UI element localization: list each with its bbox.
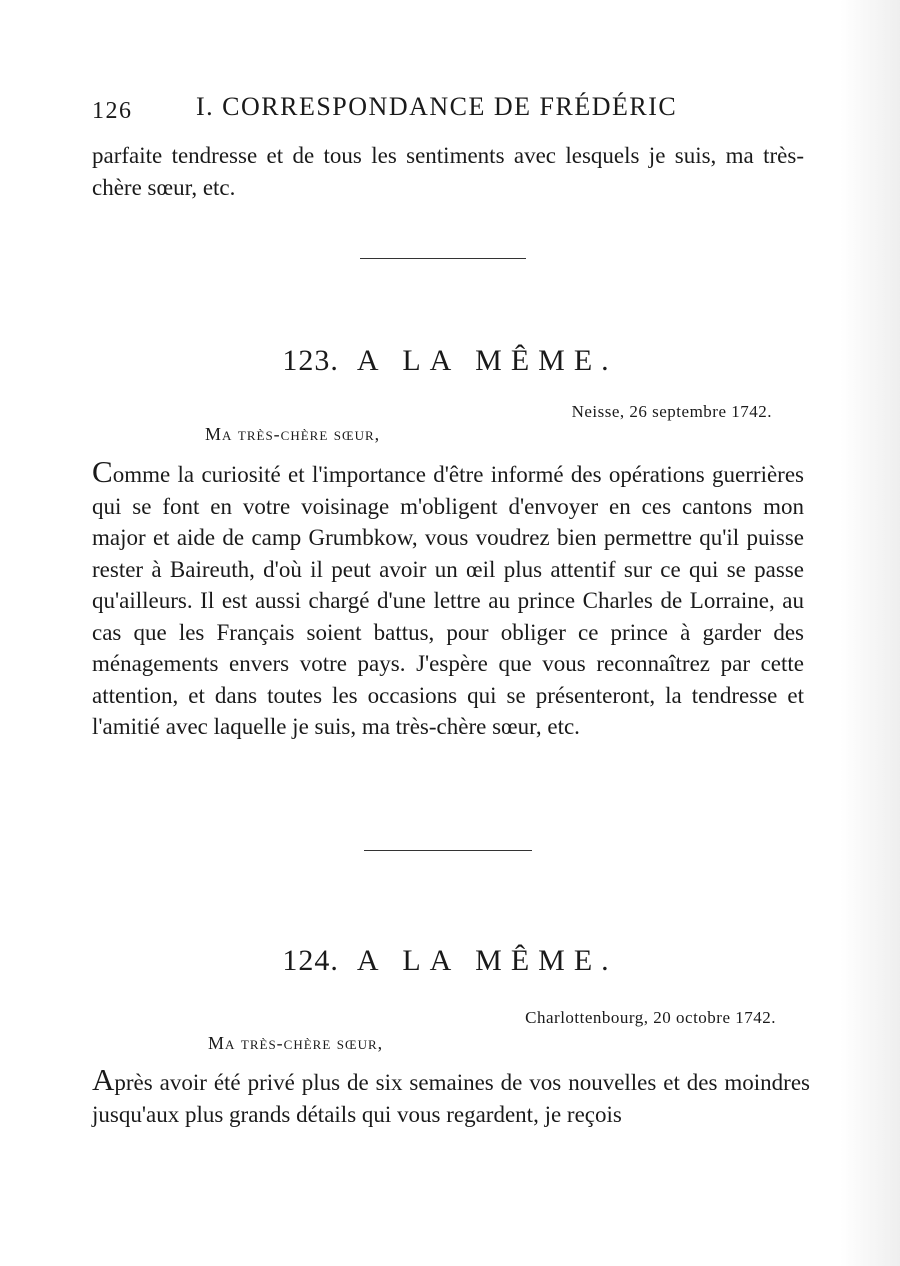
letter-number: 124. <box>282 944 339 977</box>
letter-body-text: omme la curiosité et l'importance d'être informé des opérations guerrières qui se font en votre voisinage m'obligent d'envoyer en ces cantons mon major et aide de camp Grumbkow, vous voudrez bien permettre qu'il puisse rester à Baireuth, d'où il peut avoir un œil plus attentif sur ce qui se passe qu'ailleurs. Il est aussi chargé d'une lettre au prince Charles de Lorraine, au cas que les Français soient battus, pour obliger ce prince à garder des ménagements envers votre pays. J'espère que vous reconnaîtrez par cette attention, et dans toutes les occasions qui se présenteront, la tendresse et l'amitié avec laquelle je suis, ma très-chère sœur, etc. <box>92 462 804 739</box>
letter-body <box>92 454 804 743</box>
letter-heading <box>0 344 900 378</box>
running-head <box>92 92 712 132</box>
initial-letter: A <box>92 1062 115 1097</box>
letter-body <box>92 1062 810 1130</box>
letter-salutation: Ma très-chère sœur, <box>208 1033 384 1053</box>
letter-dateline: Neisse, 26 septembre 1742. <box>571 402 772 421</box>
letter-body-text: près avoir été privé plus de six semaines de vos nouvelles et des moindres jusqu'aux plus grands détails qui vous regardent, je reçois <box>92 1070 810 1127</box>
letter-heading <box>0 944 900 978</box>
initial-letter: C <box>92 454 113 489</box>
letter-dateline: Charlottenbourg, 20 octobre 1742. <box>525 1008 776 1027</box>
letter-title: A LA MÊME. <box>356 944 618 977</box>
letter-salutation: Ma très-chère sœur, <box>205 424 381 444</box>
section-divider <box>360 258 526 259</box>
section-divider <box>364 850 532 851</box>
carryover-paragraph: parfaite tendresse et de tous les sentiments avec lesquels je suis, ma très-chère sœur, etc. <box>92 143 804 200</box>
running-title: I. CORRESPONDANCE DE FRÉDÉRIC <box>196 92 678 121</box>
letter-number: 123. <box>282 344 339 377</box>
page-edge-shade <box>840 0 900 1266</box>
letter-title: A LA MÊME. <box>356 344 618 377</box>
page-number: 126 <box>92 98 133 124</box>
